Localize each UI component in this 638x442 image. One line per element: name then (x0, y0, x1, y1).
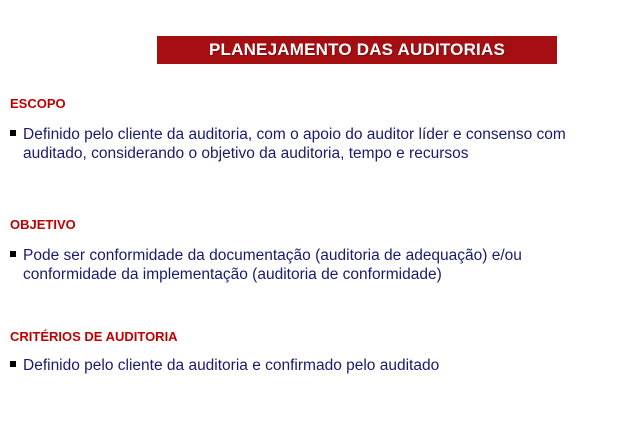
section-label-objetivo: OBJETIVO (10, 217, 76, 232)
square-bullet-icon (10, 251, 16, 257)
bullet-item-escopo (10, 125, 630, 163)
square-bullet-icon (10, 130, 16, 136)
bullet-text-escopo: Definido pelo cliente da auditoria, com o apoio do auditor líder e consenso com auditado, considerando o objetivo da auditoria, tempo e recursos (23, 126, 566, 162)
section-label-escopo: ESCOPO (10, 96, 66, 111)
bullet-item-criterios (10, 356, 630, 375)
bullet-text-criterios: Definido pelo cliente da auditoria e confirmado pelo auditado (23, 357, 440, 374)
section-label-criterios: CRITÉRIOS DE AUDITORIA (10, 329, 178, 344)
page-title: PLANEJAMENTO DAS AUDITORIAS (208, 40, 505, 59)
bullet-text-objetivo: Pode ser conformidade da documentação (auditoria de adequação) e/ou conformidade da implementação (auditoria de conformidade) (23, 247, 522, 283)
page-title-banner (157, 36, 557, 64)
bullet-item-objetivo (10, 246, 630, 284)
square-bullet-icon (10, 361, 16, 367)
